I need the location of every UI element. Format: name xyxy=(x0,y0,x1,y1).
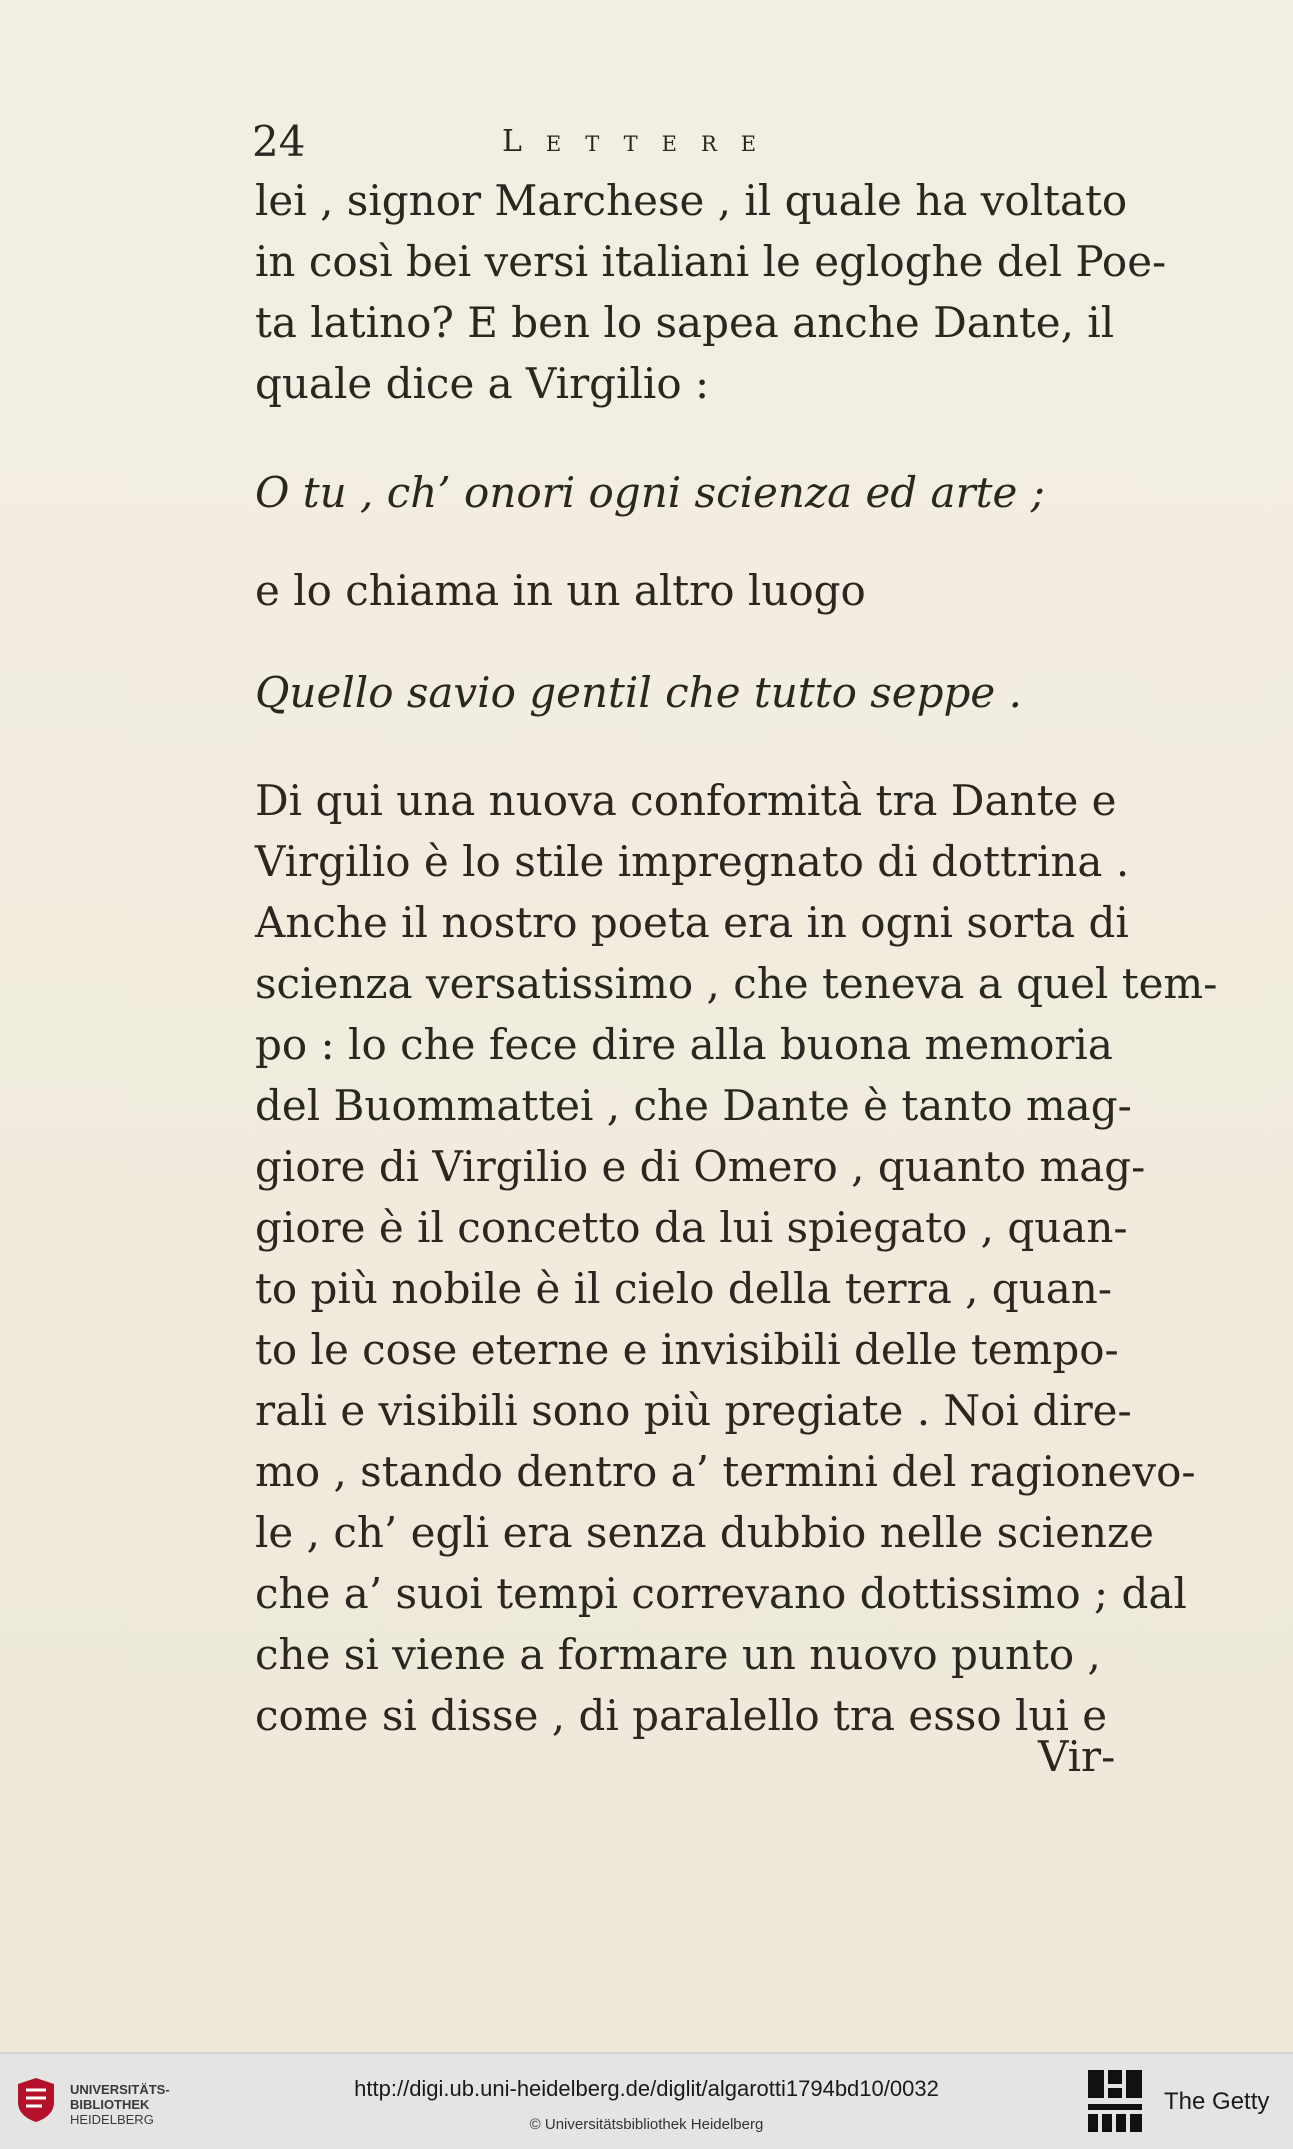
text-line: Anche il nostro poeta era in ogni sorta di xyxy=(255,898,1129,947)
text-line: giore è il concetto da lui spiegato , quan- xyxy=(255,1203,1128,1252)
catchword: Vir- xyxy=(1038,1732,1116,1781)
viewer-footer xyxy=(0,2052,1293,2149)
paragraph-1 xyxy=(255,170,1167,414)
permalink-url[interactable]: http://digi.ub.uni-heidelberg.de/diglit/algarotti1794bd10/0032 xyxy=(354,2076,939,2101)
library-name-line: UNIVERSITÄTS- xyxy=(70,2082,170,2097)
text-line: come si disse , di paralello tra esso lui e xyxy=(255,1691,1108,1740)
text-line: rali e visibili sono più pregiate . Noi dire- xyxy=(255,1386,1132,1435)
getty-logo-icon[interactable] xyxy=(1086,2068,1144,2134)
page-header xyxy=(252,112,1152,172)
text-line: quale dice a Virgilio : xyxy=(255,359,710,408)
quote-1 xyxy=(255,462,1155,523)
getty-label: The Getty xyxy=(1164,2088,1270,2115)
text-line: giore di Virgilio e di Omero , quanto mag- xyxy=(255,1142,1146,1191)
text-line: to le cose eterne e invisibili delle tempo- xyxy=(255,1325,1119,1374)
text-line: po : lo che fece dire alla buona memoria xyxy=(255,1020,1113,1069)
paragraph-2 xyxy=(255,770,1218,1746)
text-line: mo , stando dentro a’ termini del ragionevo- xyxy=(255,1447,1196,1496)
quote-2 xyxy=(255,662,1155,723)
text-line: in così bei versi italiani le egloghe del Poe- xyxy=(255,237,1167,286)
text-line: Virgilio è lo stile impregnato di dottrina . xyxy=(255,837,1130,886)
text-line: ta latino? E ben lo sapea anche Dante, il xyxy=(255,298,1115,347)
text-line: le , ch’ egli era senza dubbio nelle scienze xyxy=(255,1508,1155,1557)
quote-line: Quello savio gentil che tutto seppe . xyxy=(255,668,1022,717)
text-line: scienza versatissimo , che teneva a quel tem- xyxy=(255,959,1218,1008)
text-line: che a’ suoi tempi correvano dottissimo ; dal xyxy=(255,1569,1187,1618)
connecting-line xyxy=(255,560,1155,621)
page-number: 24 xyxy=(252,117,306,166)
copyright-notice: © Universitätsbibliothek Heidelberg xyxy=(529,2116,764,2133)
library-name-line: BIBLIOTHEK xyxy=(70,2097,150,2112)
text-line: to più nobile è il cielo della terra , quan- xyxy=(255,1264,1113,1313)
quote-line: O tu , ch’ onori ogni scienza ed arte ; xyxy=(255,468,1045,517)
text-line: lei , signor Marchese , il quale ha voltato xyxy=(255,176,1128,225)
text-line: che si viene a formare un nuovo punto , xyxy=(255,1630,1101,1679)
library-name-line: HEIDELBERG xyxy=(70,2112,154,2127)
text-line: del Buommattei , che Dante è tanto mag- xyxy=(255,1081,1132,1130)
text-line: e lo chiama in un altro luogo xyxy=(255,566,866,615)
running-title: Lettere xyxy=(502,124,781,159)
text-line: Di qui una nuova conformità tra Dante e xyxy=(255,776,1117,825)
